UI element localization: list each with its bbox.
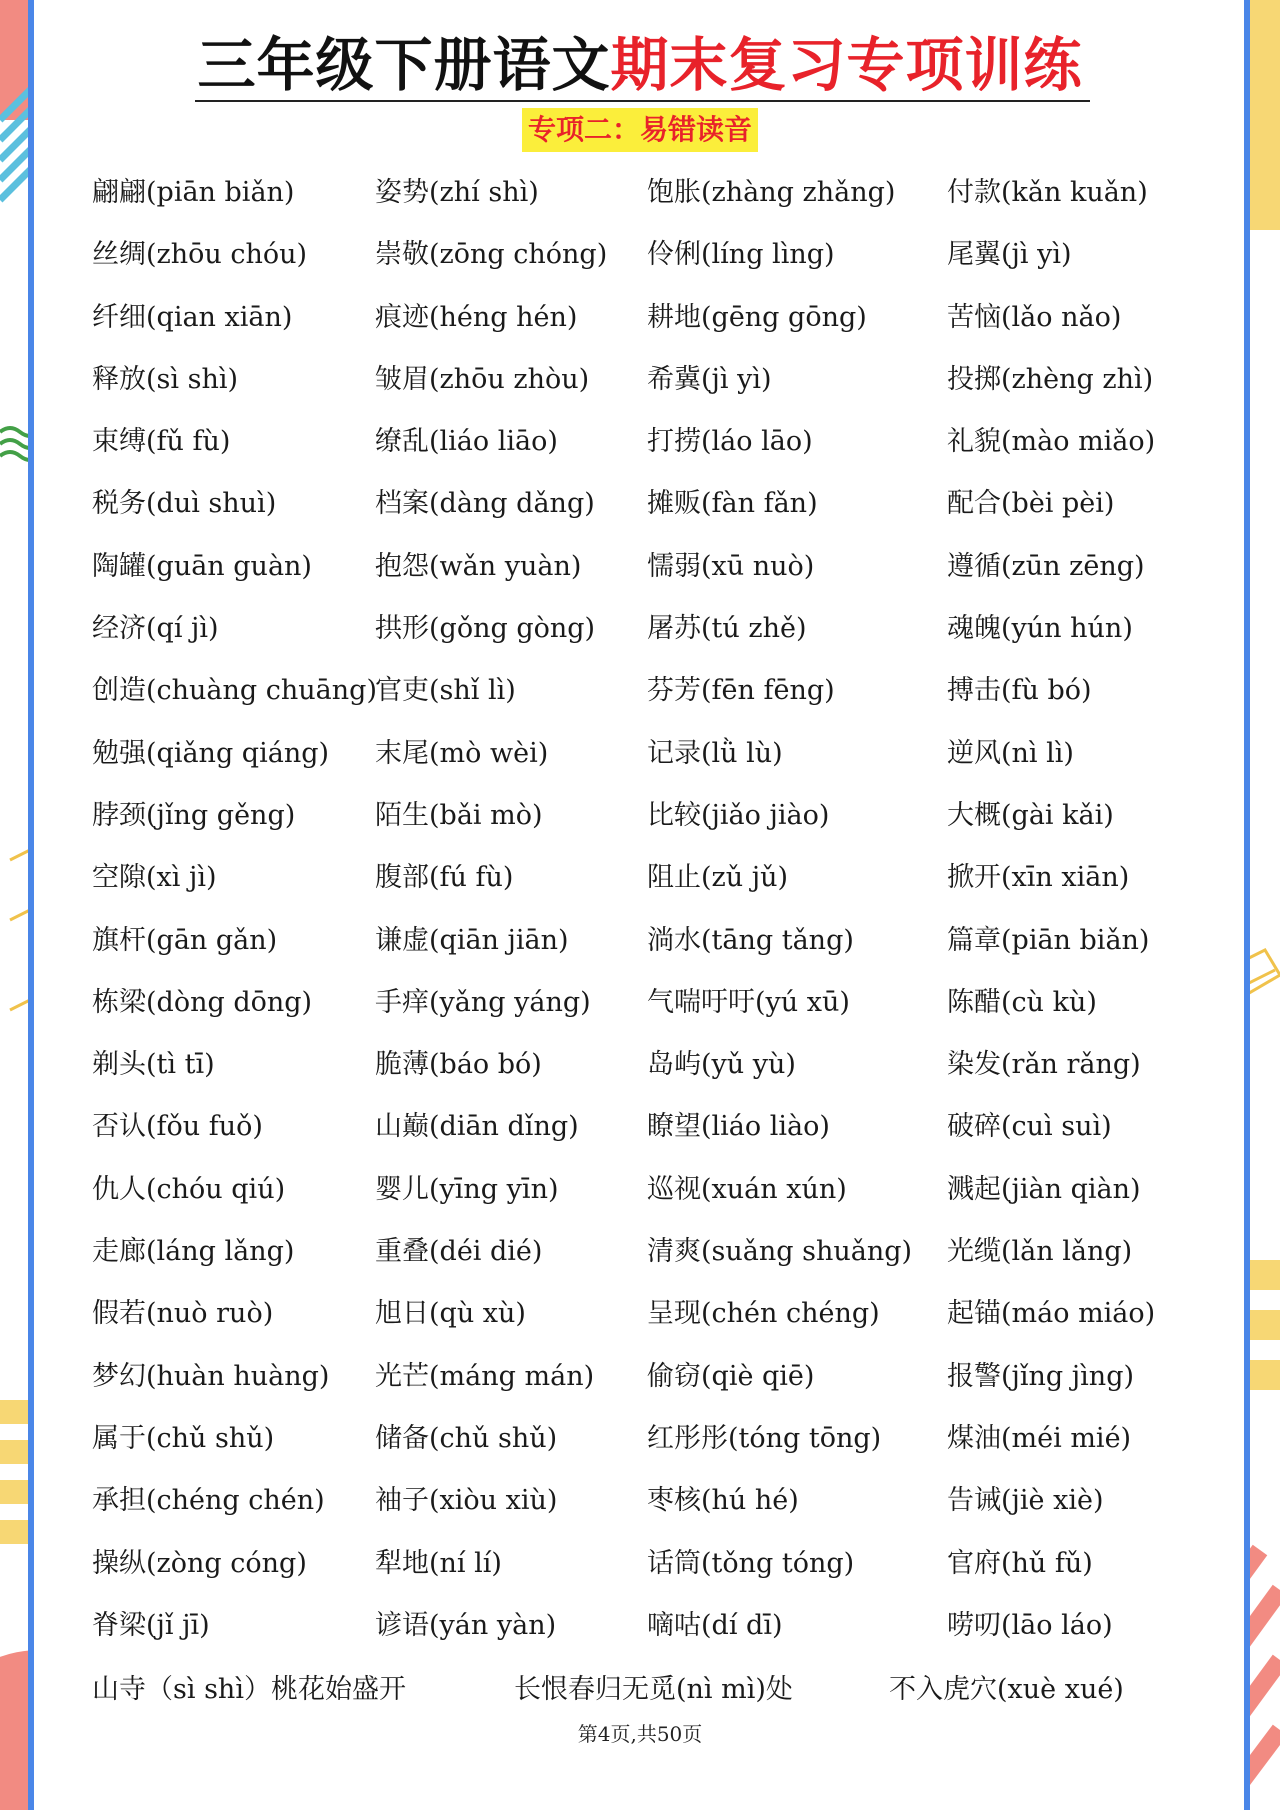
pinyin-item: 起锚(máo miáo): [947, 1298, 1156, 1330]
pinyin-item: 拱形(gǒng gòng): [375, 613, 596, 645]
pinyin-item: 承担(chéng chén): [92, 1485, 325, 1517]
pinyin-item: 掀开(xīn xiān): [947, 862, 1130, 894]
pinyin-item: 煤油(méi mié): [947, 1422, 1132, 1454]
pinyin-item: 脊梁(jǐ jī): [92, 1609, 210, 1641]
pinyin-item: 告诫(jiè xiè): [947, 1485, 1104, 1517]
pinyin-item: 篇章(piān biǎn): [947, 924, 1150, 956]
pinyin-item: 束缚(fǔ fù): [92, 426, 231, 458]
pinyin-item: 尾翼(jì yì): [947, 239, 1072, 271]
pinyin-item: 犁地(ní lí): [375, 1547, 502, 1579]
pinyin-item: 抱怨(wǎn yuàn): [375, 550, 582, 582]
pinyin-item: 遵循(zūn zēng): [947, 550, 1145, 582]
pinyin-item: 谦虚(qiān jiān): [375, 924, 569, 956]
pinyin-item: 丝绸(zhōu chóu): [92, 239, 308, 271]
pinyin-item: 官府(hǔ fǔ): [947, 1547, 1093, 1579]
subtitle-text: 专项二：易错读音: [522, 108, 758, 152]
section-subtitle: [0, 108, 1280, 152]
pinyin-item: 操纵(zòng cóng): [92, 1547, 307, 1579]
pinyin-item: 淌水(tāng tǎng): [647, 924, 854, 956]
pinyin-item: 勉强(qiǎng qiáng): [92, 737, 330, 769]
pinyin-item: 希冀(jì yì): [647, 363, 772, 395]
pinyin-item: 储备(chǔ shǔ): [375, 1422, 558, 1454]
pinyin-item: 搏击(fù bó): [947, 675, 1092, 707]
pinyin-item: 逆风(nì lì): [947, 737, 1074, 769]
pinyin-item: 巡视(xuán xún): [647, 1173, 847, 1205]
title-black-part: 三年级下册语文: [197, 31, 611, 99]
pinyin-item: 伶俐(líng lìng): [647, 239, 835, 271]
pinyin-item: 唠叨(lāo láo): [947, 1609, 1113, 1641]
pinyin-item: 苦恼(lǎo nǎo): [947, 301, 1122, 333]
pinyin-item: 瞭望(liáo liào): [647, 1111, 830, 1143]
poem-line: 山寺（sì shì）桃花始盛开: [92, 1674, 406, 1705]
pinyin-item: 栋梁(dòng dōng): [92, 986, 313, 1018]
pinyin-item: 脆薄(báo bó): [375, 1049, 542, 1081]
pinyin-item: 岛屿(yǔ yù): [647, 1049, 796, 1081]
pinyin-item: 袖子(xiòu xiù): [375, 1485, 558, 1517]
pinyin-item: 属于(chǔ shǔ): [92, 1422, 275, 1454]
pinyin-item: 气喘吁吁(yú xū): [647, 986, 850, 1018]
pinyin-item: 经济(qí jì): [92, 613, 219, 645]
poem-line: 不入虎穴(xuè xué): [889, 1674, 1124, 1705]
pinyin-item: 偷窃(qiè qiē): [647, 1360, 815, 1392]
pinyin-item: 屠苏(tú zhě): [647, 613, 807, 645]
pinyin-item: 染发(rǎn rǎng): [947, 1049, 1141, 1081]
pinyin-item: 创造(chuàng chuāng): [92, 675, 377, 707]
pinyin-item: 魂魄(yún hún): [947, 613, 1133, 645]
pinyin-item: 芬芳(fēn fēng): [647, 675, 835, 707]
title-underline: [195, 100, 1090, 102]
pinyin-item: 阻止(zǔ jǔ): [647, 862, 789, 894]
pinyin-item: 破碎(cuì suì): [947, 1111, 1112, 1143]
pinyin-item: 重叠(déi dié): [375, 1236, 543, 1268]
pinyin-item: 假若(nuò ruò): [92, 1298, 274, 1330]
page-title: [0, 22, 1280, 108]
pinyin-item: 末尾(mò wèi): [375, 737, 549, 769]
pinyin-item: 投掷(zhèng zhì): [947, 363, 1154, 395]
pinyin-item: 陶罐(guān guàn): [92, 550, 312, 582]
pinyin-item: 礼貌(mào miǎo): [947, 426, 1156, 458]
pinyin-item: 缭乱(liáo liāo): [375, 426, 558, 458]
pinyin-item: 配合(bèi pèi): [947, 488, 1115, 520]
pinyin-item: 谚语(yán yàn): [375, 1609, 557, 1641]
pinyin-item: 纤细(qian xiān): [92, 301, 293, 333]
pinyin-item: 陈醋(cù kù): [947, 986, 1097, 1018]
pinyin-item: 走廊(láng lǎng): [92, 1236, 295, 1268]
pinyin-item: 呈现(chén chéng): [647, 1298, 880, 1330]
pinyin-item: 耕地(gēng gōng): [647, 301, 867, 333]
pinyin-item: 懦弱(xū nuò): [647, 550, 815, 582]
poem-line: 长恨春归无觅(nì mì)处: [514, 1674, 793, 1705]
pinyin-item: 旭日(qù xù): [375, 1298, 526, 1330]
page-footer: 第4页,共50页: [577, 1722, 703, 1746]
pinyin-item: 红彤彤(tóng tōng): [647, 1422, 882, 1454]
pinyin-item: 姿势(zhí shì): [375, 177, 539, 208]
pinyin-item: 比较(jiǎo jiào): [647, 799, 830, 831]
pinyin-item: 摊贩(fàn fǎn): [647, 488, 818, 520]
pinyin-item: 翩翩(piān biǎn): [92, 177, 295, 208]
pinyin-item: 清爽(suǎng shuǎng): [647, 1236, 913, 1268]
pinyin-item: 光缆(lǎn lǎng): [947, 1236, 1133, 1268]
pinyin-item: 税务(duì shuì): [92, 488, 277, 520]
pinyin-item: 溅起(jiàn qiàn): [947, 1173, 1141, 1205]
pinyin-item: 空隙(xì jì): [92, 862, 217, 894]
pinyin-item: 陌生(bǎi mò): [375, 799, 543, 831]
pinyin-item: 梦幻(huàn huàng): [92, 1360, 330, 1392]
pinyin-item: 旗杆(gān gǎn): [92, 924, 278, 956]
pinyin-item: 枣核(hú hé): [647, 1485, 799, 1517]
pinyin-item: 付款(kǎn kuǎn): [947, 177, 1148, 208]
pinyin-item: 光芒(máng mán): [375, 1360, 595, 1392]
pinyin-item: 痕迹(héng hén): [375, 301, 578, 333]
pinyin-item: 话筒(tǒng tóng): [647, 1547, 855, 1579]
pinyin-item: 嘀咕(dí dī): [647, 1609, 783, 1641]
pinyin-item: 大概(gài kǎi): [947, 799, 1114, 831]
pinyin-grid: [92, 162, 1212, 1657]
pinyin-item: 仇人(chóu qiú): [92, 1173, 286, 1205]
pinyin-item: 手痒(yǎng yáng): [375, 986, 591, 1018]
pinyin-item: 官吏(shǐ lì): [375, 675, 516, 707]
pinyin-item: 山巅(diān dǐng): [375, 1111, 579, 1143]
pinyin-item: 脖颈(jǐng gěng): [92, 799, 296, 831]
pinyin-item: 腹部(fú fù): [375, 862, 514, 894]
pinyin-item: 记录(lǜ lù): [647, 737, 783, 769]
pinyin-item: 崇敬(zōng chóng): [375, 239, 608, 271]
pinyin-item: 剃头(tì tī): [92, 1049, 215, 1081]
pinyin-item: 打捞(láo lāo): [647, 426, 813, 458]
pinyin-item: 皱眉(zhōu zhòu): [375, 363, 590, 395]
pinyin-item: 婴儿(yīng yīn): [375, 1173, 559, 1205]
pinyin-item: 否认(fǒu fuǒ): [92, 1111, 263, 1143]
pinyin-item: 报警(jǐng jìng): [947, 1360, 1135, 1392]
title-red-part: 期末复习专项训练: [610, 31, 1083, 99]
poem-lines-row: [92, 1662, 1212, 1718]
pinyin-item: 释放(sì shì): [92, 363, 239, 395]
pinyin-item: 饱胀(zhàng zhǎng): [647, 177, 896, 208]
pinyin-item: 档案(dàng dǎng): [375, 488, 595, 520]
